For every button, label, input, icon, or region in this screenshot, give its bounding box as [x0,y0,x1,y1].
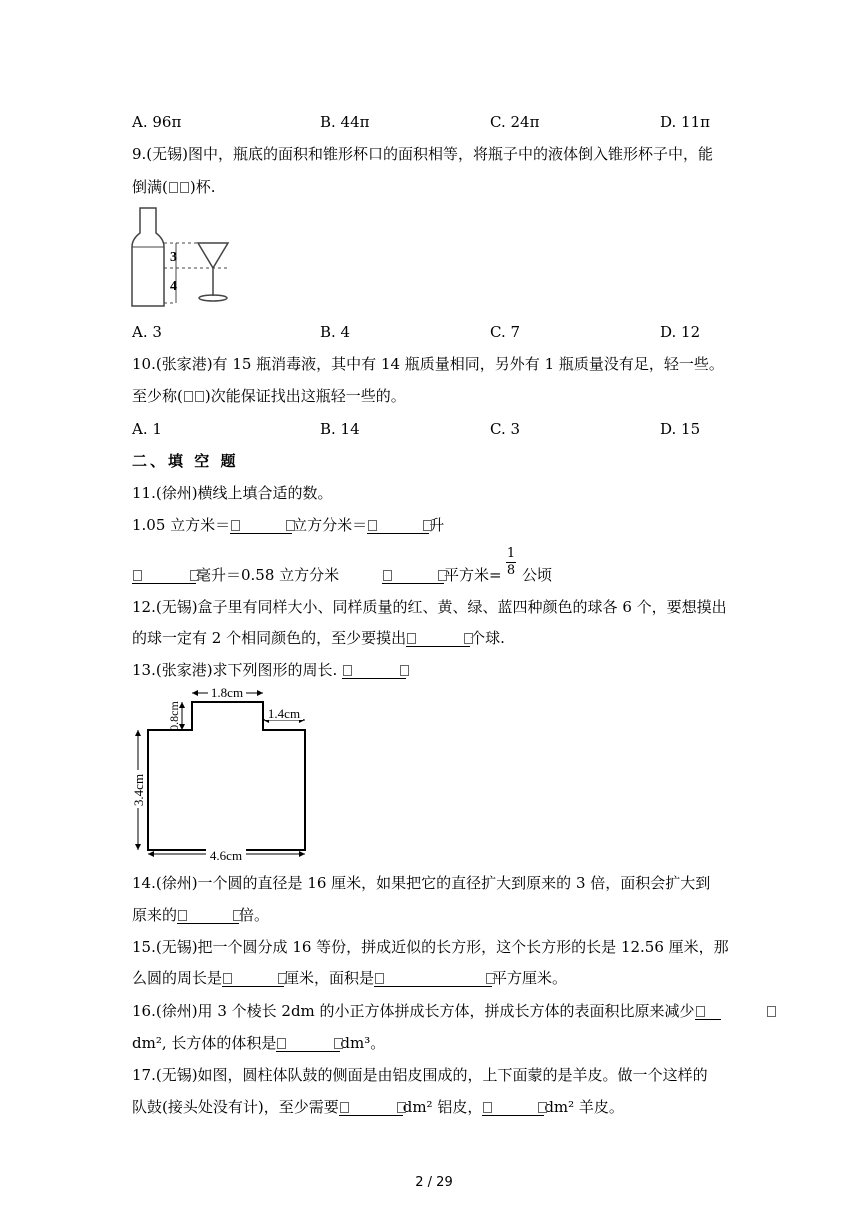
option-c: C. 24π [490,113,540,131]
option-a: A. 1 [132,420,162,438]
question-11-row-1: 1.05 立方米＝ 立方分米＝ 升 [132,516,445,534]
question-11-text: 11.(徐州)横线上填合适的数。 [132,484,333,502]
question-16-text: 16.(徐州)用 3 个棱长 2dm 的小正方体拼成长方体，拼成长方体的表面积比原来减少 [132,1001,721,1021]
option-d: D. 11π [660,113,710,131]
question-12-text: 12.(无锡)盒子里有同样大小、同样质量的红、黄、绿、蓝四种颜色的球各 6 个，要想摸出 [132,598,727,616]
dimension-right-small: 1.4cm [267,706,301,721]
question-9-text: 9.(无锡)图中，瓶底的面积和锥形杯口的面积相等，将瓶子中的液体倒入锥形杯子中，能 [132,145,714,163]
dimension-left: 3.4cm [131,773,146,807]
option-c: C. 3 [490,420,521,438]
question-15-text-2: 么圆的周长是 厘米，面积是 平方厘米。 [132,969,568,987]
question-14-text: 14.(徐州)一个圆的直径是 16 厘米，如果把它的直径扩大到原来的 3 倍，面积会扩大到 [132,874,711,892]
question-11-unit: 公顷 [522,566,553,584]
dimension-left-small: 0.8cm [167,701,181,731]
option-b: B. 14 [320,420,360,438]
option-c: C. 7 [490,323,521,341]
option-b: B. 44π [320,113,370,131]
option-a: A. 96π [132,113,182,131]
bottle-height-bottom: 4 [170,279,177,294]
page-number: 2 / 29 [415,1175,453,1190]
question-16-text-2: dm², 长方体的体积是 dm³。 [132,1034,386,1052]
question-9-text-2: 倒满( )杯. [132,178,216,196]
bottle-glass-figure [128,205,238,310]
question-15-text: 15.(无锡)把一个圆分成 16 等份，拼成近似的长方形，这个长方形的长是 12.56 厘米，那 [132,938,729,956]
option-b: B. 4 [320,323,351,341]
question-10-text: 10.(张家港)有 15 瓶消毒液，其中有 14 瓶质量相同，另外有 1 瓶质量没有足，轻一些。 [132,355,724,373]
question-14-text-2: 原来的 倍。 [132,906,270,924]
question-17-text: 17.(无锡)如图，圆柱体队鼓的侧面是由铝皮围成的，上下面蒙的是羊皮。做一个这样的 [132,1066,708,1084]
option-d: D. 15 [660,420,701,438]
question-13-text: 13.(张家港)求下列图形的周长. [132,660,406,680]
dimension-top: 1.8cm [210,685,244,700]
fraction-one-eighth: 1 8 [506,546,516,578]
question-11-row-2: 毫升＝0.58 立方分米 [132,565,339,585]
question-11-row-2b: 平方米= [382,565,502,585]
option-d: D. 12 [660,323,701,341]
option-a: A. 3 [132,323,162,341]
bottle-height-top: 3 [170,250,177,265]
question-12-text-2: 的球一定有 2 个相同颜色的，至少要摸出 个球. [132,629,505,647]
answer-box-end [767,1006,776,1017]
section-title: 二、填 空 题 [132,452,239,470]
perimeter-figure [128,682,318,864]
question-10-text-2: 至少称( )次能保证找出这瓶轻一些的。 [132,387,406,405]
dimension-bottom: 4.6cm [209,848,243,863]
question-17-text-2: 队鼓(接头处没有计)，至少需要 dm² 铝皮， dm² 羊皮。 [132,1098,624,1116]
